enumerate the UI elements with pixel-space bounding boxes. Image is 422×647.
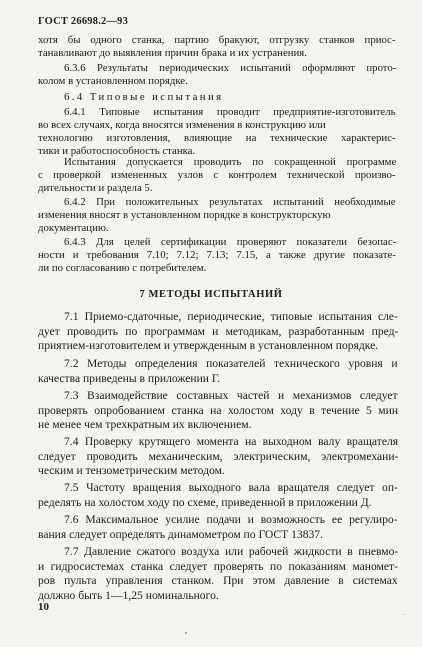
- paragraph-6-4-1-b: [38, 156, 396, 195]
- paragraph-7-7: [38, 545, 398, 603]
- text-line: танавливают до выявления причин брака и их устранения.: [38, 47, 307, 59]
- text-line: ческим и тензометрическим методом.: [38, 464, 225, 477]
- text-line: 7.6 Максимальное усилие подачи и возможность ее регулиро-: [64, 513, 398, 526]
- text-line: 6.4.3 Для целей сертификации проверяют показатели безопас-: [64, 236, 397, 248]
- paragraph-7-1: [38, 310, 398, 354]
- text-line: с проверкой измененных узлов с контролем технической произво-: [38, 169, 396, 181]
- paragraph-7-3: [38, 389, 398, 433]
- text-line: не менее чем трехкратным их включением.: [38, 418, 252, 431]
- text-line: хотя бы одного станка, партию бракуют, отгрузку станков приос-: [38, 34, 396, 46]
- text-line: ности и требования 7.10; 7.12; 7.13; 7.15, а также другие показате-: [38, 249, 396, 261]
- paragraph-6-3-6: [38, 62, 396, 88]
- text-line: 7.7 Давление сжатого воздуха или рабочей жидкости в пневмо-: [64, 545, 399, 558]
- text-line: должно быть 1—1,25 номинального.: [38, 588, 219, 602]
- running-header: ГОСТ 26698.2—93: [38, 16, 129, 27]
- text-line: 7.3 Взаимодействие составных частей и механизмов следует: [64, 389, 398, 402]
- text-line: следует проводить механическим, электрическим, электромехани-: [38, 449, 399, 463]
- paragraph-6-4-3: [38, 236, 396, 275]
- text-line: 7.4 Проверку крутящего момента на выходном валу вращателя: [64, 435, 399, 448]
- text-line: тики и работоспособность станка.: [38, 145, 196, 157]
- text-line: документацию.: [38, 222, 109, 234]
- text-line: вания следует определять динамометром по ГОСТ 13837.: [38, 527, 323, 541]
- paragraph-6-4-2: [38, 196, 396, 235]
- subsection-heading-6-4: [38, 91, 396, 104]
- paragraph-7-4: [38, 435, 398, 479]
- text-line: ров пульта управления станком. При этом давление в системах: [38, 574, 398, 587]
- text-line: Испытания допускается проводить по сокращенной программе: [64, 156, 397, 168]
- scan-speck: [404, 614, 405, 615]
- text-line: во всех случаях, когда вносятся изменения в конструкцию или: [38, 119, 326, 131]
- text-line: 6.3.6 Результаты периодических испытаний оформляют прото-: [64, 62, 397, 74]
- text-line: качества приведены в приложении Г.: [38, 371, 221, 385]
- text-line: проверять опробованием станка на холостом ходу в течение 5 мин: [38, 403, 399, 417]
- text-line: 6.4.1 Типовые испытания проводит предприятие-изготовитель: [64, 106, 396, 118]
- paragraph-7-6: [38, 513, 398, 542]
- text-line: колом в установленном порядке.: [38, 75, 188, 87]
- paragraph-6-4-1: [38, 106, 396, 158]
- text-line: дует проводить по программам и методикам, разработанным пред-: [38, 324, 399, 338]
- text-line: приятием-изготовителем и утвержденным в установленном порядке.: [38, 339, 379, 352]
- page-number: 10: [38, 601, 49, 613]
- paragraph-7-5: [38, 481, 398, 510]
- text-line: ределять на холостом ходу по схеме, приведенной в приложении Д.: [38, 495, 372, 509]
- scan-speck: [185, 632, 187, 634]
- text-line: 7.1 Приемо-сдаточные, периодические, типовые испытания сле-: [64, 310, 398, 323]
- text-line: 7.2 Методы определения показателей технического уровня и: [64, 357, 398, 370]
- paragraph-7-2: [38, 357, 398, 386]
- section-title: 7 МЕТОДЫ ИСПЫТАНИЙ: [139, 289, 283, 300]
- text-line: 6.4.2 При положительных результатах испытаний необходимые: [64, 196, 396, 208]
- text-line: изменения вносят в установленном порядке в конструкторскую: [38, 209, 331, 221]
- text-line: технологию изготовления, влияющие на технические характерис-: [38, 132, 396, 144]
- text-line: дительности и раздела 5.: [38, 182, 153, 194]
- text-line: 6.4 Типовые испытания: [64, 91, 224, 103]
- paragraph-6-3-5-cont: [38, 34, 396, 60]
- text-line: и гидросистемах станка следует проверять по показаниям маномет-: [38, 559, 398, 573]
- text-line: ли по согласованию с потребителем.: [38, 262, 207, 274]
- text-line: 7.5 Частоту вращения выходного вала вращателя следует оп-: [64, 481, 398, 494]
